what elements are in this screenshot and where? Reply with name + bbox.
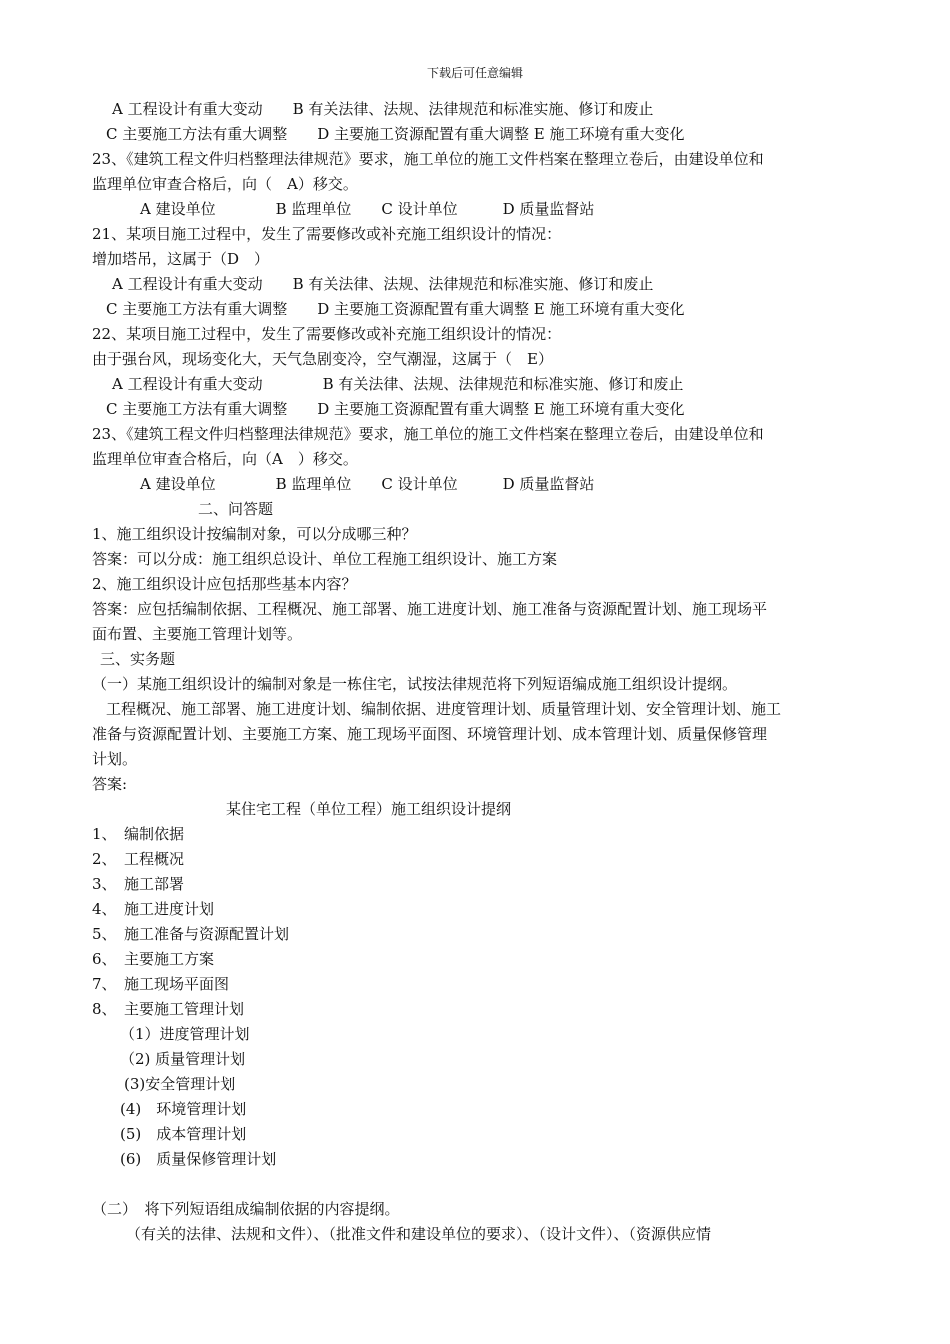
answer: 面布置、主要施工管理计划等。	[92, 625, 303, 643]
text-line: 工程概况、施工部署、施工进度计划、编制依据、进度管理计划、质量管理计划、安全管理计划、施工	[106, 700, 782, 718]
outline-subitem: (5) 成本管理计划	[120, 1125, 247, 1143]
outline-item: 7、 施工现场平面图	[92, 975, 230, 993]
outline-item: 3、 施工部署	[92, 875, 185, 893]
text-line: 23、《建筑工程文件归档整理法律规范》要求，施工单位的施工文件档案在整理立卷后，由建设单位和	[92, 425, 764, 443]
answer: 答案：应包括编制依据、工程概况、施工部署、施工进度计划、施工准备与资源配置计划、施工现场平	[92, 600, 768, 618]
outline-subitem: (3)安全管理计划	[124, 1075, 236, 1093]
text-line: 监理单位审查合格后，向（ A）移交。	[92, 175, 358, 193]
text-line: A 工程设计有重大变动 B 有关法律、法规、法律规范和标准实施、修订和废止	[112, 375, 684, 393]
text-line: A 建设单位 B 监理单位 C 设计单位 D 质量监督站	[140, 200, 595, 218]
outline-item: 2、 工程概况	[92, 850, 185, 868]
outline-subitem: (4) 环境管理计划	[120, 1100, 247, 1118]
text-line: （有关的法律、法规和文件）、（批准文件和建设单位的要求）、（设计文件）、（资源供应情	[126, 1225, 712, 1243]
text-line: （一）某施工组织设计的编制对象是一栋住宅，试按法律规范将下列短语编成施工组织设计提纲。	[92, 675, 738, 693]
text-line: 21、某项目施工过程中，发生了需要修改或补充施工组织设计的情况：	[92, 225, 562, 243]
outline-item: 6、 主要施工方案	[92, 950, 215, 968]
text-line: 准备与资源配置计划、主要施工方案、施工现场平面图、环境管理计划、成本管理计划、质量保修管理	[92, 725, 768, 743]
page-header: 下载后可任意编辑	[426, 66, 523, 80]
outline-item: 8、 主要施工管理计划	[92, 1000, 245, 1018]
text-line: 22、某项目施工过程中，发生了需要修改或补充施工组织设计的情况：	[92, 325, 562, 343]
section-heading: 三、实务题	[100, 650, 176, 668]
outline-subitem: (6) 质量保修管理计划	[120, 1150, 277, 1168]
answer: 答案：可以分成：施工组织总设计、单位工程施工组织设计、施工方案	[92, 550, 558, 568]
text-line: 增加塔吊，这属于（D ）	[92, 250, 270, 268]
question: 2、施工组织设计应包括那些基本内容？	[92, 575, 357, 593]
text-line: 23、《建筑工程文件归档整理法律规范》要求，施工单位的施工文件档案在整理立卷后，由建设单位和	[92, 150, 764, 168]
text-line: C 主要施工方法有重大调整 D 主要施工资源配置有重大调整 E 施工环境有重大变化	[106, 125, 685, 143]
outline-title: 某住宅工程（单位工程）施工组织设计提纲	[226, 800, 512, 818]
text-line: A 建设单位 B 监理单位 C 设计单位 D 质量监督站	[140, 475, 595, 493]
outline-item: 1、 编制依据	[92, 825, 185, 843]
question: 1、施工组织设计按编制对象，可以分成哪三种？	[92, 525, 417, 543]
text-line: A 工程设计有重大变动 B 有关法律、法规、法律规范和标准实施、修订和废止	[112, 275, 654, 293]
outline-subitem: （1）进度管理计划	[120, 1025, 250, 1043]
text-line: （二） 将下列短语组成编制依据的内容提纲。	[92, 1200, 400, 1218]
outline-item: 4、 施工进度计划	[92, 900, 215, 918]
text-line: 监理单位审查合格后，向（A ）移交。	[92, 450, 358, 468]
outline-subitem: （2) 质量管理计划	[120, 1050, 246, 1068]
text-line: C 主要施工方法有重大调整 D 主要施工资源配置有重大调整 E 施工环境有重大变化	[106, 400, 685, 418]
text-line: 由于强台风，现场变化大，天气急剧变冷，空气潮湿，这属于（ E）	[92, 350, 553, 368]
text-line: A 工程设计有重大变动 B 有关法律、法规、法律规范和标准实施、修订和废止	[112, 100, 654, 118]
section-heading: 二、问答题	[198, 500, 274, 518]
outline-item: 5、 施工准备与资源配置计划	[92, 925, 290, 943]
answer-label: 答案:	[92, 775, 128, 793]
text-line: 计划。	[92, 750, 138, 768]
text-line: C 主要施工方法有重大调整 D 主要施工资源配置有重大调整 E 施工环境有重大变化	[106, 300, 685, 318]
